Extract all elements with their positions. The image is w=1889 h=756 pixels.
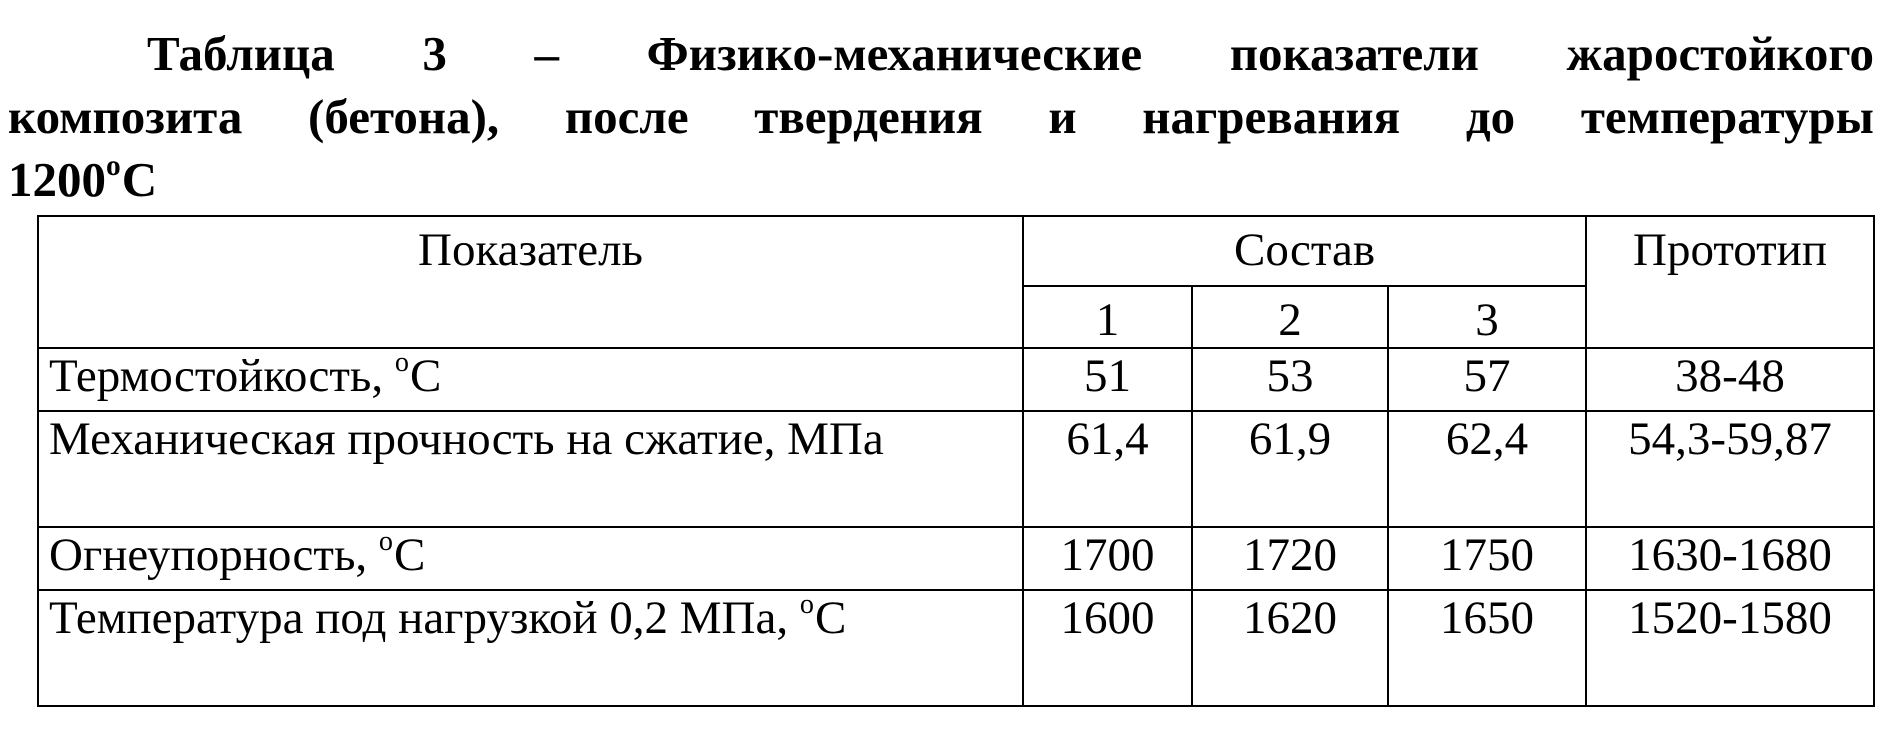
cell-value: 51 xyxy=(1023,348,1192,411)
cell-value: 1620 xyxy=(1192,590,1388,706)
caption-word: Физико-механические xyxy=(646,26,1143,81)
caption-word: температуры xyxy=(1580,89,1874,144)
row-label-unit: С xyxy=(409,350,442,402)
header-indicator: Показатель xyxy=(38,216,1023,348)
cell-value: 1650 xyxy=(1388,590,1586,706)
cell-prototype: 1630-1680 xyxy=(1586,527,1874,590)
row-label-text: Температура под нагрузкой 0,2 МПа, xyxy=(49,592,800,644)
caption-word: твердения xyxy=(754,89,983,144)
header-composition-1: 1 xyxy=(1023,286,1192,348)
caption-word: (бетона), xyxy=(308,89,500,144)
properties-table xyxy=(37,215,1875,707)
table-row xyxy=(38,348,1874,411)
caption-temperature-value: 1200 xyxy=(8,152,106,207)
row-label xyxy=(38,590,1023,706)
cell-value: 53 xyxy=(1192,348,1388,411)
row-label-text: Механическая прочность на сжатие, МПа xyxy=(49,413,884,465)
header-composition: Состав xyxy=(1023,216,1586,286)
header-composition-3: 3 xyxy=(1388,286,1586,348)
table-row xyxy=(38,411,1874,527)
caption-word: 3 xyxy=(422,26,447,81)
cell-value: 1600 xyxy=(1023,590,1192,706)
row-label xyxy=(38,527,1023,590)
table-row xyxy=(38,527,1874,590)
cell-prototype: 1520-1580 xyxy=(1586,590,1874,706)
caption-word: показатели xyxy=(1229,26,1480,81)
header-prototype: Прототип xyxy=(1586,216,1874,348)
row-label-unit: С xyxy=(814,592,847,644)
degree-sign: o xyxy=(394,347,409,379)
table-row xyxy=(38,590,1874,706)
caption-word: нагревания xyxy=(1142,89,1401,144)
cell-value: 1700 xyxy=(1023,527,1192,590)
row-label-unit: С xyxy=(393,529,426,581)
cell-value: 61,9 xyxy=(1192,411,1388,527)
caption-line-1 xyxy=(8,22,1874,85)
table-caption xyxy=(8,22,1874,219)
row-label xyxy=(38,411,1023,527)
cell-prototype: 54,3-59,87 xyxy=(1586,411,1874,527)
caption-word: после xyxy=(564,89,689,144)
table-header-row xyxy=(38,216,1874,286)
cell-value: 1750 xyxy=(1388,527,1586,590)
degree-sign: o xyxy=(799,589,814,621)
degree-sign: o xyxy=(106,150,121,183)
caption-word: до xyxy=(1465,89,1516,144)
cell-value: 57 xyxy=(1388,348,1586,411)
header-composition-2: 2 xyxy=(1192,286,1388,348)
cell-value: 1720 xyxy=(1192,527,1388,590)
degree-sign: o xyxy=(378,526,393,558)
row-label-text: Термостойкость, xyxy=(49,350,395,402)
caption-word: и xyxy=(1048,89,1077,144)
cell-value: 61,4 xyxy=(1023,411,1192,527)
row-label-text: Огнеупорность, xyxy=(49,529,379,581)
caption-line-2 xyxy=(8,85,1874,148)
caption-temperature-unit: С xyxy=(121,152,158,207)
cell-prototype: 38-48 xyxy=(1586,348,1874,411)
caption-line-3 xyxy=(8,148,1874,219)
row-label xyxy=(38,348,1023,411)
cell-value: 62,4 xyxy=(1388,411,1586,527)
caption-word: жаростойкого xyxy=(1566,26,1874,81)
caption-word: – xyxy=(534,26,559,81)
caption-word: Таблица xyxy=(147,26,335,81)
caption-word: композита xyxy=(8,89,243,144)
caption-temperature xyxy=(8,148,157,219)
